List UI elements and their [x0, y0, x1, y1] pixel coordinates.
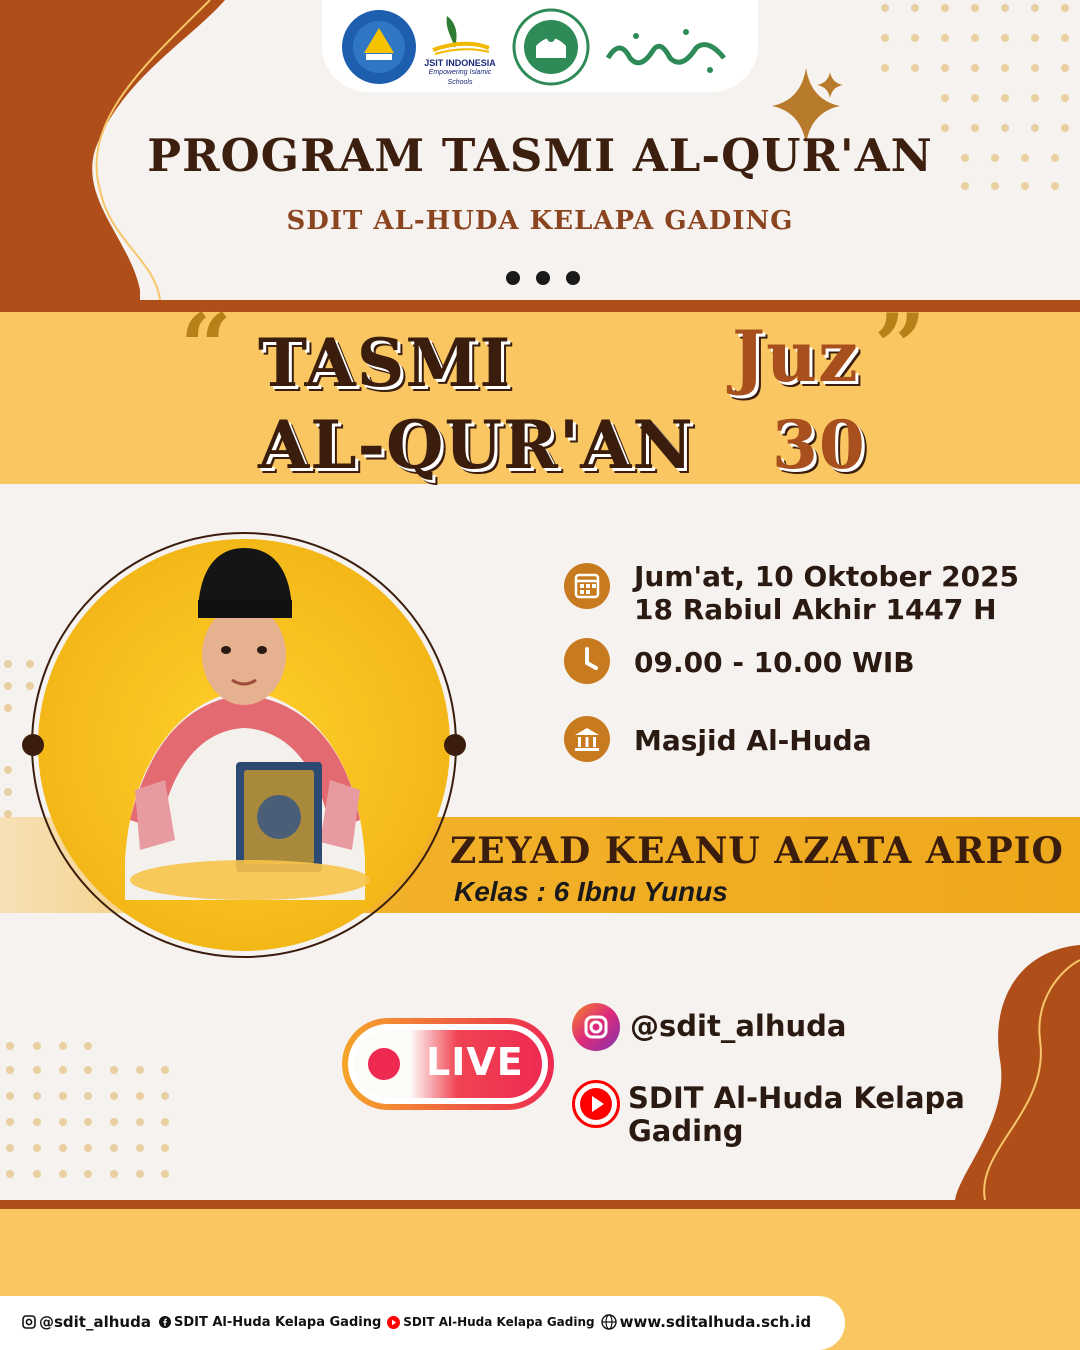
- dot-grid-bottom-left: [6, 1042, 169, 1178]
- separator-dot: [566, 271, 580, 285]
- school-name: SDIT AL-HUDA KELAPA GADING: [286, 206, 794, 236]
- facebook-icon: [159, 1316, 171, 1328]
- separator-dot: [506, 271, 520, 285]
- sparkle-star-small: [817, 72, 843, 98]
- quote-open-icon: “: [180, 294, 232, 400]
- banner-line1: TASMI: [258, 324, 512, 402]
- tilawati-logo: [600, 18, 734, 78]
- footer-top-stripe: [0, 1200, 1080, 1209]
- quote-close-icon: ”: [874, 294, 926, 400]
- program-title: PROGRAM TASMI AL-QUR'AN: [147, 129, 933, 182]
- student-class: Kelas : 6 Ibnu Yunus: [454, 876, 728, 907]
- bottom-right-wave: [955, 945, 1080, 1200]
- sdit-al-huda-logo: [512, 8, 590, 86]
- instagram-icon: [22, 1315, 36, 1329]
- student-name: ZEYAD KEANU AZATA ARPIO: [450, 830, 1064, 872]
- calendar-icon: [564, 563, 610, 609]
- date-masehi: Jum'at, 10 Oktober 2025: [634, 560, 1020, 593]
- clock-icon: [564, 638, 610, 684]
- jsit-indonesia-logo: [425, 8, 493, 58]
- instagram-icon[interactable]: [572, 1003, 620, 1051]
- ring-dot-left: [22, 734, 44, 756]
- tut-wuri-handayani-logo: [340, 8, 418, 86]
- instagram-handle[interactable]: @sdit_alhuda: [630, 1009, 847, 1043]
- live-badge: [342, 1018, 554, 1110]
- building-icon: [564, 716, 610, 762]
- banner-line2: AL-QUR'AN: [258, 406, 694, 484]
- event-location: Masjid Al-Huda: [634, 724, 872, 757]
- live-label: LIVE: [426, 1040, 524, 1084]
- footer-youtube[interactable]: SDIT Al-Huda Kelapa Gading: [387, 1315, 594, 1329]
- globe-icon: [601, 1314, 617, 1330]
- youtube-icon: [387, 1316, 400, 1329]
- event-time: 09.00 - 10.00 WIB: [634, 646, 915, 679]
- footer-links: [22, 1313, 811, 1331]
- footer-website[interactable]: www.sditalhuda.sch.id: [601, 1313, 812, 1331]
- separator-dot: [536, 271, 550, 285]
- footer-facebook[interactable]: SDIT Al-Huda Kelapa Gading: [159, 1315, 381, 1330]
- event-date: [634, 560, 1019, 626]
- footer-instagram[interactable]: @sdit_alhuda: [22, 1313, 151, 1331]
- juz-number: 30: [772, 406, 866, 484]
- ring-dot-right: [444, 734, 466, 756]
- youtube-channel[interactable]: SDIT Al-Huda Kelapa Gading: [628, 1081, 965, 1148]
- live-dot-icon: [368, 1048, 400, 1080]
- jsit-logo-text: JSIT INDONESIA Empowering Islamic Schools: [424, 58, 496, 86]
- date-hijri: 18 Rabiul Akhir 1447 H: [634, 593, 997, 626]
- youtube-icon[interactable]: [572, 1080, 620, 1128]
- juz-label: Juz: [732, 315, 859, 398]
